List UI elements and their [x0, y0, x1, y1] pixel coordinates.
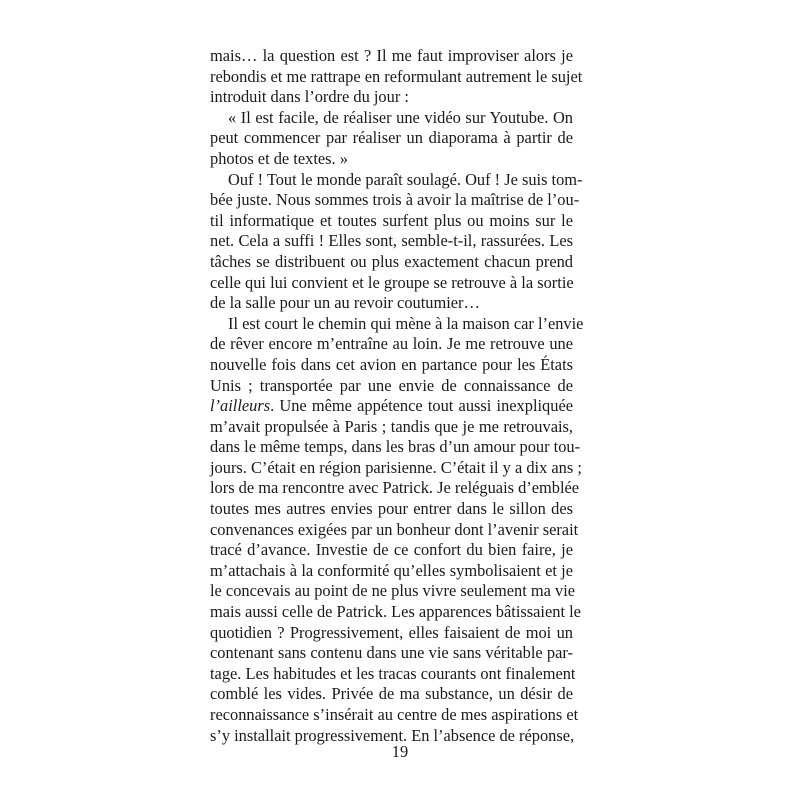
text-line: m’avait propulsée à Paris ; tandis que je me retrouvais, — [210, 416, 573, 436]
text-line: quotidien ? Progressivement, elles faisaient de moi un — [210, 622, 573, 642]
text-line: contenant sans contenu dans une vie sans véritable par- — [210, 643, 573, 663]
text-line: til informatique et toutes surfent plus ou moins sur le — [210, 210, 573, 230]
text-line: tage. Les habitudes et les tracas courants ont finalement — [210, 663, 576, 683]
text-line: le concevais au point de ne plus vivre seulement ma vie — [210, 581, 576, 601]
text-line: m’attachais à la conformité qu’elles symbolisaient et je — [210, 560, 573, 580]
text-line: lors de ma rencontre avec Patrick. Je reléguais d’emblée — [210, 478, 580, 498]
text-line: photos et de textes. » — [210, 148, 348, 168]
text-line: s’y installait progressivement. En l’absence de réponse, — [210, 725, 575, 745]
text-line: de rêver encore m’entraîne au loin. Je me retrouve une — [210, 334, 573, 354]
text-line: « Il est facile, de réaliser une vidéo sur Youtube. On — [228, 107, 573, 127]
italic-word: l’ailleurs — [210, 396, 271, 416]
text-line: celle qui lui convient et le groupe se retrouve à la sortie — [210, 272, 574, 292]
text-line: toutes mes autres envies pour entrer dans le sillon des — [210, 499, 573, 519]
text-line: mais aussi celle de Patrick. Les apparences bâtissaient le — [210, 602, 581, 622]
text-line: reconnaissance s’insérait au centre de mes aspirations et — [210, 705, 579, 724]
body-text — [210, 46, 584, 746]
text-line: jours. C’était en région parisienne. C’était il y a dix ans ; — [210, 457, 582, 477]
text-line: bée juste. Nous sommes trois à avoir la maîtrise de l’ou- — [210, 190, 580, 210]
text-line: introduit dans l’ordre du jour : — [210, 87, 409, 107]
text-line: Il est court le chemin qui mène à la maison car l’envie — [228, 313, 584, 333]
text-line: de la salle pour un au revoir coutumier… — [210, 293, 480, 313]
text-line: mais… la question est ? Il me faut improviser alors je — [210, 46, 573, 65]
text-line: Ouf ! Tout le monde paraît soulagé. Ouf ! Je suis tom- — [228, 169, 583, 189]
text-line: convenances exigées par un bonheur dont l’avenir serait — [210, 519, 579, 539]
text-line: peut commencer par réaliser un diaporama à partir de — [210, 128, 573, 148]
text-line: l’ailleurs. Une même appétence tout aussi inexpliquée — [210, 396, 573, 416]
text-line: nouvelle fois dans cet avion en partance pour les États — [210, 354, 573, 374]
text-line: net. Cela a suffi ! Elles sont, semble-t-il, rassurées. Les — [210, 231, 573, 251]
text-line: comblé les vides. Privée de ma substance, un désir de — [210, 684, 573, 704]
page-number: 19 — [391, 742, 409, 761]
text-line: tâches se distribuent ou plus exactement chacun prend — [210, 251, 573, 271]
text-line: Unis ; transportée par une envie de connaissance de — [210, 375, 573, 395]
text-line: tracé d’avance. Investie de ce confort du bien faire, je — [210, 540, 573, 560]
text-line: dans le même temps, dans les bras d’un amour pour tou- — [210, 437, 581, 457]
text-line: rebondis et me rattrape en reformulant autrement le sujet — [210, 66, 583, 86]
